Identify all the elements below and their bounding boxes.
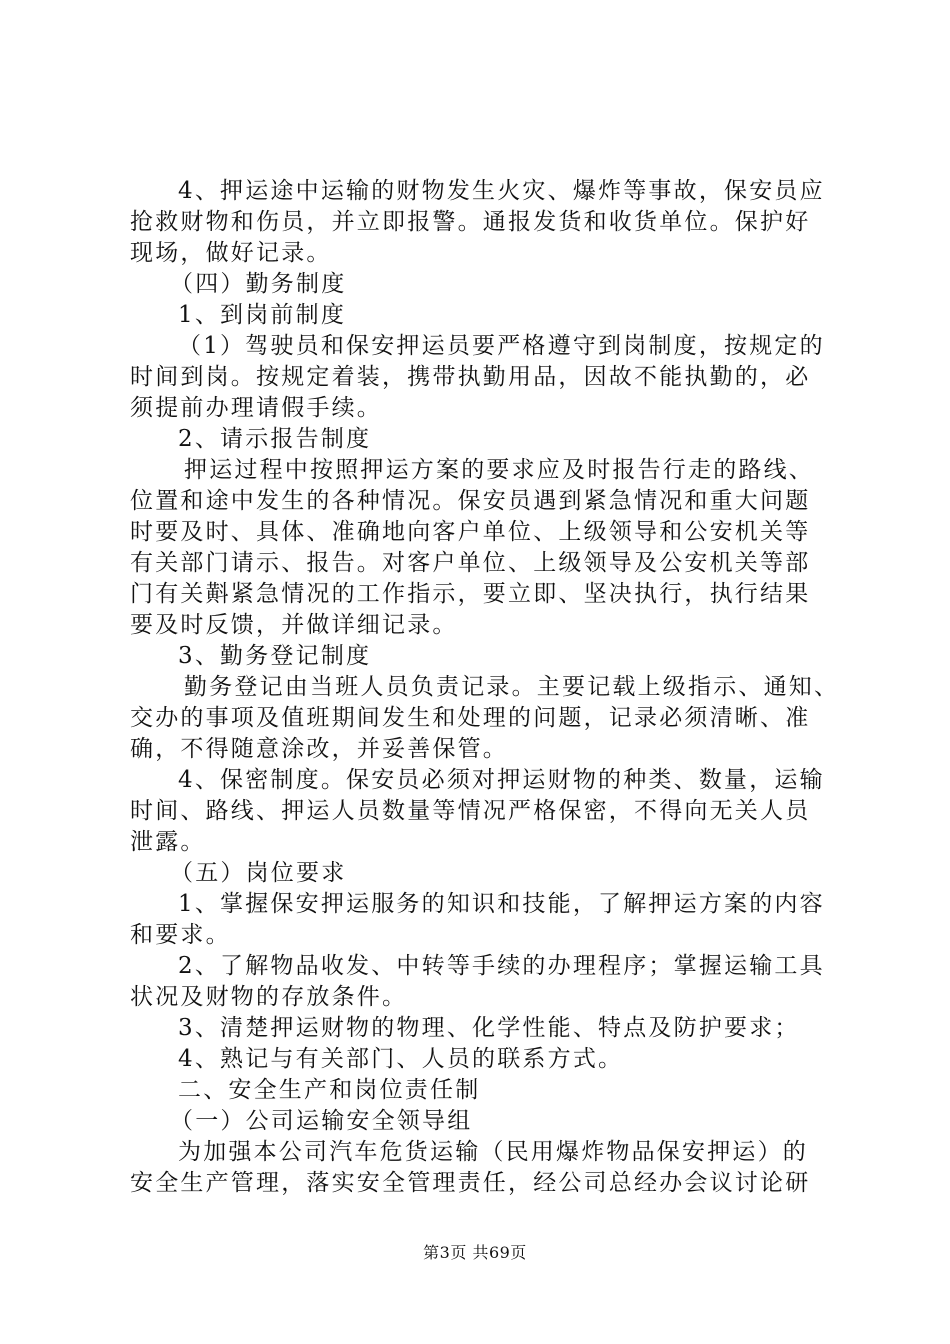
text-line: 押运过程中按照押运方案的要求应及时报告行走的路线、 bbox=[184, 457, 814, 483]
text-line: 有关部门请示、报告。对客户单位、上级领导及公安机关等部 bbox=[130, 550, 811, 576]
text-line: 1、到岗前制度 bbox=[178, 302, 347, 328]
text-line: 1、掌握保安押运服务的知识和技能，了解押运方案的内容 bbox=[178, 891, 825, 917]
text-line: 位置和途中发生的各种情况。保安员遇到紧急情况和重大问题 bbox=[130, 488, 811, 514]
text-line: 交办的事项及值班期间发生和处理的问题，记录必须清晰、准 bbox=[130, 705, 811, 731]
text-line: 2、请示报告制度 bbox=[178, 426, 372, 452]
text-line: 3、清楚押运财物的物理、化学性能、特点及防护要求； bbox=[178, 1015, 800, 1041]
text-line: 和要求。 bbox=[130, 922, 231, 948]
document-body bbox=[130, 176, 840, 1199]
text-line: 勤务登记由当班人员负责记录。主要记载上级指示、通知、 bbox=[184, 674, 840, 700]
text-line: 二、安全生产和岗位责任制 bbox=[178, 1077, 481, 1103]
text-line: （1）驾驶员和保安押运员要严格遵守到岗制度，按规定的 bbox=[178, 333, 825, 359]
text-line: （四）勤务制度 bbox=[170, 271, 347, 297]
text-line: 现场，做好记录。 bbox=[130, 240, 332, 266]
text-line: 4、保密制度。保安员必须对押运财物的种类、数量，运输 bbox=[178, 767, 825, 793]
text-line: （五）岗位要求 bbox=[170, 860, 347, 886]
text-line: 4、熟记与有关部门、人员的联系方式。 bbox=[178, 1046, 624, 1072]
text-line: 3、勤务登记制度 bbox=[178, 643, 372, 669]
text-line: 4、押运途中运输的财物发生火灾、爆炸等事故，保安员应 bbox=[178, 178, 825, 204]
text-line: 须提前办理请假手续。 bbox=[130, 395, 382, 421]
text-line: 状况及财物的存放条件。 bbox=[130, 984, 408, 1010]
text-line: 门有关斢紧急情况的工作指示，要立即、坚决执行，执行结果 bbox=[130, 581, 811, 607]
text-line: 为加强本公司汽车危货运输（民用爆炸物品保安押运）的 bbox=[178, 1139, 808, 1165]
text-line: 时间、路线、押运人员数量等情况严格保密，不得向无关人员 bbox=[130, 798, 811, 824]
text-line: 时间到岗。按规定着装，携带执勤用品，因故不能执勤的，必 bbox=[130, 364, 811, 390]
text-line: 时要及时、具体、准确地向客户单位、上级领导和公安机关等 bbox=[130, 519, 811, 545]
text-line: 2、了解物品收发、中转等手续的办理程序；掌握运输工具 bbox=[178, 953, 825, 979]
text-line: 要及时反馈，并做详细记录。 bbox=[130, 612, 458, 638]
text-line: （一）公司运输安全领导组 bbox=[170, 1108, 473, 1134]
text-line: 确，不得随意涂改，并妥善保管。 bbox=[130, 736, 508, 762]
page-footer: 第3页 共69页 bbox=[423, 1243, 527, 1262]
text-line: 泄露。 bbox=[130, 829, 206, 855]
text-line: 安全生产管理，落实安全管理责任，经公司总经办会议讨论研 bbox=[130, 1170, 811, 1196]
text-line: 抢救财物和伤员，并立即报警。通报发货和收货单位。保护好 bbox=[130, 209, 811, 235]
